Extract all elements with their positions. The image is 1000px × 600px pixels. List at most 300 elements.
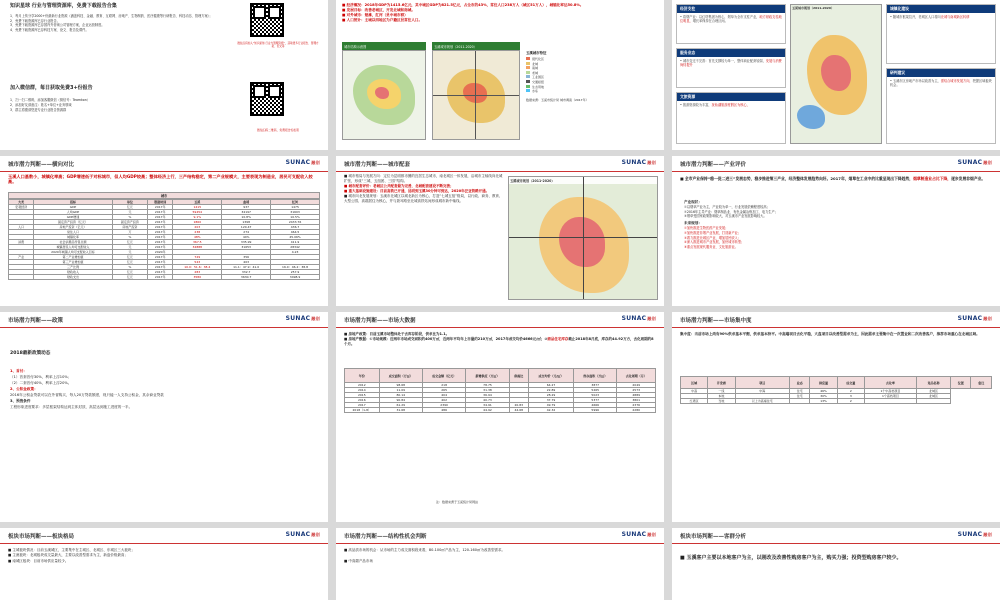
table-cell: 2012 — [345, 383, 380, 388]
table-cell: 亿元 — [112, 240, 147, 245]
table-cell: 36.94 — [466, 393, 509, 398]
slide-header — [0, 528, 328, 544]
table-header-cell: 指标 — [34, 200, 112, 205]
future-item: ①加快推进生物医药产业发展； — [684, 225, 729, 230]
panel-body: • 卷烟产业：以红塔集团为核心，烟草为全市支柱产业， — [680, 15, 760, 19]
wechat-item: 2、添加好友请备注：姓名+单位+业务领域 — [10, 102, 72, 107]
table-cell: 2017年 — [148, 225, 173, 230]
table-cell: 3580 — [173, 275, 222, 280]
table-header-cell: 备注 — [971, 377, 992, 389]
table-cell: 44.92 — [466, 408, 509, 413]
table-cell: 第二产业增加值 — [34, 255, 112, 260]
status-item: ③烟草受国家政策影响较大，对玉溪市产业发展影响较大。 — [684, 214, 767, 219]
table-cell: 265 — [422, 388, 465, 393]
table-cell: 2049 — [617, 383, 656, 388]
lead-text: ■ 全市产业保持“稳一促二进三”发展态势，稳步推进第三产业，经济整体发展趋势向好。2017年，烟草在工业中的比重呈现出下降趋势， — [680, 176, 914, 181]
table-cell: 以上为高端住宅 — [735, 399, 789, 404]
table-cell: 北城区 — [916, 394, 950, 399]
table-cell: 2015 — [345, 393, 380, 398]
table-cell: 2 — [837, 399, 864, 404]
slide-knowledge-planet — [0, 0, 328, 150]
table-cell — [916, 399, 950, 404]
table-cell: 10.0：51.6：38.4 — [173, 265, 222, 270]
concentration-table — [680, 376, 992, 404]
panel-body: • 玉溪市区房地产市场以改善为主， — [890, 79, 941, 83]
policy-section-title: 2、公积金政策： — [10, 387, 38, 391]
slide-horizontal-comparison — [0, 156, 328, 306]
slide-city-panels — [672, 0, 1000, 150]
table-cell: 2017年 — [148, 245, 173, 250]
table-cell: 2017年 — [148, 230, 173, 235]
legend-item-label: 工业园区 — [532, 75, 545, 80]
table-cell: 11.1：47.9：41.0 — [222, 265, 271, 270]
table-cell: 436.7 — [271, 225, 320, 230]
table-header-cell: 供应量 — [810, 377, 837, 389]
panel-body-tail: 增长率保持在合理区间。 — [692, 19, 728, 24]
future-item: ③着力推进北城区产业，增加居民收入； — [684, 235, 742, 240]
table-cell: 4889 — [617, 393, 656, 398]
table-row — [345, 408, 656, 413]
table-cell: 固定资产投资（亿元） — [34, 220, 112, 225]
sunac-logo — [286, 315, 320, 322]
slide-city-infrastructure — [336, 156, 664, 306]
table-header-row — [345, 369, 656, 383]
table-header-cell: 新增供应（万㎡） — [466, 369, 509, 383]
policy-item: 工程形象进度要求：多层框架结构达到主体封顶，高层达到施工进度的一半。 — [10, 405, 133, 409]
wechat-items — [10, 98, 230, 112]
table-header-cell: 去化率 — [864, 377, 916, 389]
sector-item: ■ 南城区板块：目前市场供应量较少。 — [8, 558, 69, 563]
table-cell: 住宅 — [789, 394, 809, 399]
table-cell: 34197 — [222, 210, 271, 215]
market-para-tail: 截止2018年8月底，库存约44.92万方，去化周期约8个月。 — [344, 337, 654, 347]
sunac-logo — [622, 159, 656, 166]
table-cell: 28.29 — [528, 393, 573, 398]
table-cell: 404 — [422, 393, 465, 398]
table-cell: 人口 — [9, 225, 34, 230]
slide2-caption: 数据来源：玉溪市统计局 城市调查（2017年） — [526, 97, 589, 102]
table-cell: 5265 — [574, 388, 617, 393]
table-cell: 31.38 — [466, 388, 509, 393]
status-title: 产业现状： — [684, 200, 702, 204]
table-cell: 367.5 — [173, 240, 222, 245]
table-cell — [864, 399, 916, 404]
opportunity-item: ■ 高品质市场的机会：从市场的主力成交面积段来看，80-100㎡产品为主，120-160㎡为改善型需求。 — [344, 548, 505, 552]
slide-market-data — [336, 312, 664, 522]
brand-name: SUNAC — [957, 159, 983, 166]
table-cell: 34.91 — [466, 403, 509, 408]
table-cell: 98.68 — [379, 383, 422, 388]
table-cell: 257.9 — [271, 270, 320, 275]
slide-header — [672, 156, 1000, 172]
brand-name: SUNAC — [285, 531, 311, 538]
table-cell: 亿元 — [112, 205, 147, 210]
slide-city-overview — [336, 0, 664, 150]
policy-item: （1）首套首付30%，利率上浮10%； — [10, 375, 72, 379]
slide-title: 城市潜力判断——城市配套 — [344, 162, 411, 168]
concentration-lead: 集中度：当前市场上尚有90%供求基本平衡，供求基本持平。中高端项目去化平稳，大盘项目以改善型需求为主，因此需求主要集中在一次置业和二次改善客户，推荐市场重心在北城区域。 — [680, 332, 980, 336]
market-table — [344, 368, 656, 413]
table-cell: 28342 — [271, 245, 320, 250]
panel-highlight: 北城与南城新区转移 — [940, 15, 970, 19]
legend-item — [526, 89, 658, 94]
slide1-item: 4、免费下载资源库已存科技方案、论文、报告及课件。 — [10, 27, 89, 32]
table-cell: 1415 — [173, 205, 222, 210]
table-caption: 城市 — [8, 192, 320, 199]
brand-name: SUNAC — [621, 159, 647, 166]
table-cell: 44.68 — [509, 408, 528, 413]
table-cell: 90.84 — [379, 398, 422, 403]
table-cell — [789, 399, 809, 404]
table-cell: 30% — [810, 394, 837, 399]
panel-title: 经济支柱 — [677, 5, 785, 13]
qr-code-icon — [250, 82, 284, 116]
map-a-label: 城市结构示意图 — [342, 42, 426, 50]
table-cell: 2017年 — [148, 210, 173, 215]
panel-body: • 随城市框架拉开，老城区人口将向 — [890, 15, 941, 19]
slide-header — [0, 312, 328, 328]
table-header-cell: 库存面积（万㎡） — [574, 369, 617, 383]
lead-tail: 逐步发展非烟产业。 — [951, 176, 986, 181]
table-cell: 元 — [112, 250, 147, 255]
table-cell: 464.5 — [271, 230, 320, 235]
market-para — [344, 337, 656, 347]
brand-name: SUNAC — [957, 531, 983, 538]
panel-highlight: 发展与消费尚待提升 — [680, 59, 782, 68]
table-cell: 356 — [222, 255, 271, 260]
table-cell: 332.7 — [222, 270, 271, 275]
legend-item-label: 水系 — [532, 89, 539, 94]
legend-item-label: 北城 — [532, 61, 539, 66]
table-cell: GDP增速 — [34, 215, 112, 220]
table-cell: 第三产业增加值 — [34, 260, 112, 265]
table-cell: 3498.9 — [271, 275, 320, 280]
sunac-logo — [286, 531, 320, 538]
table-cell: 44% — [222, 235, 271, 240]
panel-judgement — [886, 68, 996, 144]
map-title: 玉溪城市规划（2011-2020） — [792, 6, 834, 10]
table-cell: 9.1% — [173, 215, 222, 220]
brand-name: SUNAC — [957, 315, 983, 322]
table-cell: 2017年 — [148, 255, 173, 260]
panel-tourism — [676, 92, 786, 144]
table-cell: 北城区 — [916, 389, 950, 394]
sector-item: ■ 主城板块情况：目前玉溪城区，主要集中在主城区、北城区、东城区三大板块； — [8, 548, 135, 552]
table-cell: 729 — [173, 255, 222, 260]
table-cell: 42.32 — [528, 408, 573, 413]
table-cell: % — [112, 235, 147, 240]
table-cell: 住宅 — [789, 389, 809, 394]
qr-caption-b: 微信扫码二维码，免费报告轻松领 — [257, 128, 299, 132]
table-header-cell: 单位 — [112, 200, 147, 205]
table-cell: 2017年 — [148, 270, 173, 275]
slide-header — [336, 528, 664, 544]
slide-header — [672, 312, 1000, 328]
table-header-cell: 开发商 — [708, 377, 735, 389]
table-header-cell: 玉溪 — [173, 200, 222, 205]
city-plan-map — [432, 50, 520, 140]
slide-title: 城市潜力判断——产业评价 — [680, 162, 747, 168]
slide-market-concentration — [672, 312, 1000, 522]
table-cell: 31653 — [222, 245, 271, 250]
slide5-para: ■ 重大基础设施建设：目前高铁已开通，昆明到玉溪30分钟可到达，2020年泛亚铁路开通。 — [344, 189, 490, 193]
sunac-logo — [958, 315, 992, 322]
slide-header — [672, 528, 1000, 544]
table-header-cell: 供需比 — [509, 369, 528, 383]
table-header-cell: 曲靖 — [222, 200, 271, 205]
policy-item: （2）二套首付40%，利率上浮20%。 — [10, 381, 72, 385]
table-cell: 2017年 — [148, 215, 173, 220]
table-cell: 2390 — [422, 403, 465, 408]
slide-header — [336, 156, 664, 172]
legend-item-label: 交通枢纽 — [532, 79, 545, 84]
table-cell: 4.23 — [271, 250, 320, 255]
panel-urbanization — [886, 4, 996, 64]
slide2-line: ■ 发展目标：改善老城区，开发北城和南城。 — [342, 8, 415, 12]
table-cell: 亿元 — [112, 255, 147, 260]
panel-economy — [676, 4, 786, 44]
table-header-cell: 业态 — [789, 377, 809, 389]
table-cell: 40.73 — [466, 398, 509, 403]
table-cell: 2017年 — [148, 265, 173, 270]
table-cell: 274 — [222, 230, 271, 235]
table-cell: 当地 — [708, 399, 735, 404]
sunac-logo — [286, 159, 320, 166]
table-cell: 2017年 — [148, 275, 173, 280]
panel-title: 服务业态 — [677, 49, 785, 57]
policy-body — [10, 368, 318, 410]
qr-caption-a: 微信扫码加入“知识星球 行业与管理资源”，获取更多行业报告、管理方案、论文等 — [237, 42, 319, 49]
policy-subtitle: 2018最新政策动态 — [10, 351, 51, 356]
table-row — [681, 399, 992, 404]
table-row — [9, 275, 320, 280]
table-cell: 社会消费品零售总额 — [34, 240, 112, 245]
slide-header — [0, 156, 328, 172]
table-cell: 中海 — [735, 389, 789, 394]
market-para: ■ 房地产政策：目前玉溪市场整体处于去库存阶段，供求比为1.1。 — [344, 332, 450, 336]
panel-services — [676, 48, 786, 88]
table-cell: 三产比例 — [34, 265, 112, 270]
sunac-logo — [958, 531, 992, 538]
table-cell: 元 — [112, 245, 147, 250]
slide-lead: 玉溪人口基数小，城镇化率高；GDP增速低于对标城市，但人均GDP较高；整体经济上行，三产结构稳定，第二产业规模大，主要表现为制造业，居民可支配收入较高。 — [8, 174, 313, 185]
table-cell: 3801 — [617, 398, 656, 403]
table-cell: 1个高档项目 — [864, 394, 916, 399]
table-cell: 消费 — [9, 240, 34, 245]
panel-title: 文旅资源 — [677, 93, 785, 101]
slide-customer-analysis — [672, 528, 1000, 600]
table-header-cell: 去化周期（月） — [617, 369, 656, 383]
brand-cn: 融创 — [311, 316, 320, 321]
table-cell: % — [112, 265, 147, 270]
market-para-highlight: 商品住宅库存 — [547, 337, 569, 342]
table-cell: 4666 — [574, 403, 617, 408]
table-cell: 10.5% — [271, 215, 320, 220]
table-cell: 中高 — [681, 389, 708, 394]
future-item: ⑤重点发展现代服务业、文化旅游业。 — [684, 245, 738, 250]
table-header-cell: 红河 — [271, 200, 320, 205]
table-cell: 80.14 — [379, 393, 422, 398]
sunac-logo — [622, 531, 656, 538]
legend-item-label: 南城 — [532, 66, 539, 71]
table-cell: 2018（1-8） — [345, 408, 380, 413]
table-cell: 61.29 — [379, 403, 422, 408]
table-cell: 财政收入 — [34, 270, 112, 275]
slide2-line: ■ 经济概况：2018年GDP为1415.6亿元，其中城区GDP为821.5亿元，占全市的43%，常住人口238万人（城区51万人），城镇化率达50.8%。 — [342, 3, 584, 7]
slide1-items — [10, 14, 230, 32]
comparison-table-wrap — [8, 192, 320, 280]
table-cell: GDP — [34, 205, 112, 210]
table-cell: 120.47 — [222, 225, 271, 230]
slide1-heading-suffix: 库，免费下载报告合集 — [66, 3, 117, 9]
slide-title: 市场潜力判断——市场集中度 — [680, 318, 752, 324]
panel-body: • 城市变迁不完善：首先支撑较为单一，整体商业配套较弱， — [680, 59, 766, 63]
slide1-item: 3、免费下载资源库已存国内外咨询公司管理方案，企业运营制度。 — [10, 23, 105, 28]
table-cell: 2376 — [617, 403, 656, 408]
slide5-para: ■ 城市格局与发展方向：定位为昆明都市圈的宜居生态城市，南北城区一体发展，沿城市主轴线向北城扩张，形成“三城、五组团、三园”结构。 — [344, 174, 503, 183]
table-header-cell: 区域 — [681, 377, 708, 389]
slide1-item: 2、免费下载资源库已存行业报告。 — [10, 18, 60, 23]
slide-title: 板块市场判断——板块格局 — [8, 534, 75, 540]
opportunity-items — [344, 548, 656, 565]
table-cell: 49.79 — [528, 403, 573, 408]
legend-panel — [526, 50, 658, 102]
slide-header — [336, 312, 664, 328]
brand-name: SUNAC — [285, 159, 311, 166]
table-cell: 本地 — [708, 394, 735, 399]
table-cell: 37.79 — [528, 398, 573, 403]
table-cell: 1475 — [271, 205, 320, 210]
sunac-logo — [622, 315, 656, 322]
table-cell: 亿元 — [112, 270, 147, 275]
lead-highlight: 烟草制造业占比下降， — [913, 176, 952, 181]
panel-body-tail: 把握区域板块机会。 — [890, 79, 992, 88]
slide2-line: ■ 人口统计：主城以西地区为户籍区县常住人口。 — [342, 18, 423, 22]
table-cell: 人均GDP — [34, 210, 112, 215]
table-cell: 78.75 — [466, 383, 509, 388]
wechat-item: 1、扫一扫二维码，添加客服微信（微信号：Teamkon） — [10, 98, 90, 102]
table-cell: 218 — [422, 383, 465, 388]
table-cell: 2016 — [345, 398, 380, 403]
sector-item: ■ 主流板块：北城板块成交量最大，主要以改善型需求为主，新盘价格最高； — [8, 553, 128, 558]
slide5-text — [344, 174, 504, 204]
slide5-para: ■ 城市向北发展规划：玉溪市北城区以城北新区为核心，打造“七城五组”格局，以行政、商务、教育、大型公园、高端居住为核心，并与聂耳路至北城高铁站间形成城市新中轴线。 — [344, 194, 503, 203]
brand-cn: 融创 — [983, 532, 992, 537]
table-cell: 2017年 — [148, 205, 173, 210]
qr-code-icon — [250, 3, 284, 37]
market-para-text: ■ 房地产数据：①市场规模：近两年市场成交面积约400万㎡，近两年平均年上市量约210万㎡，2017年成交均价4666元/㎡；② — [344, 337, 548, 342]
market-caption: 注：数据来源于玉溪统计局网站 — [436, 500, 479, 504]
table-cell: 402 — [422, 398, 465, 403]
table-cell: 238 — [173, 230, 222, 235]
comparison-table — [8, 199, 320, 280]
brand-cn: 融创 — [647, 160, 656, 165]
policy-item: 2016年公积金贷款可以在外省购买，每人20万贷款额度，现只能一人支持公积金，其余商业贷款 — [10, 393, 164, 397]
table-cell: 2573 — [617, 388, 656, 393]
policy-section-title: 1、首付： — [10, 369, 27, 373]
future-item: ④深入推进城市产业发展，加快城市转型； — [684, 240, 745, 245]
table-cell: 2017年 — [148, 220, 173, 225]
slide-policy — [0, 312, 328, 522]
future-item: ②加快推进非烟产业发展，打造新产业； — [684, 230, 742, 235]
table-cell: 红塔区 — [681, 399, 708, 404]
table-cell: 486 — [422, 408, 465, 413]
table-cell: 31.68 — [379, 408, 422, 413]
panel-body: • 旅游资源较为丰富， — [680, 103, 712, 107]
table-cell: 3 — [837, 394, 864, 399]
table-cell: 一线 — [708, 389, 735, 394]
future-title: 未来规划： — [684, 221, 702, 226]
table-header-cell: 成交面积（万㎡） — [379, 369, 422, 383]
table-cell: 16.0：46.2：38.8 — [271, 265, 320, 270]
table-cell: 2020年城镇人均可支配收入目标 — [34, 250, 112, 255]
table-cell: 亿元 — [112, 275, 147, 280]
table-cell: 2433.76 — [271, 220, 320, 225]
table-header-cell: 大类 — [9, 200, 34, 205]
brand-name: SUNAC — [621, 315, 647, 322]
legend-title: 玉溪城市特征 — [526, 51, 547, 55]
brand-name: SUNAC — [285, 315, 311, 322]
status-item: ②2016年主导产业：烟草制品业、有色金属冶炼加工、电力生产； — [684, 209, 778, 214]
opportunity-item: ■ 中高端产品市场 — [344, 559, 373, 564]
table-cell — [9, 275, 34, 280]
table-header-cell: 成交均价（元/㎡） — [528, 369, 573, 383]
table-cell: 203 — [173, 225, 222, 230]
table-cell: 2 — [837, 389, 864, 394]
table-cell: 5996 — [574, 408, 617, 413]
table-cell: 1398 — [222, 220, 271, 225]
panel-highlight: 抚仙湖旅游度假区为核心， — [711, 103, 750, 107]
sunac-logo — [958, 159, 992, 166]
table-cell: 产业 — [9, 255, 34, 260]
sector-items — [8, 548, 320, 564]
slide-title: 市场潜力判断——市场大数据 — [344, 318, 416, 324]
table-cell: 1个中高档项目 — [864, 389, 916, 394]
table-cell: 11.09 — [379, 388, 422, 393]
table-cell: 20.83 — [509, 403, 528, 408]
table-cell: 5023 — [574, 393, 617, 398]
panel-title: 城镇化建设 — [887, 5, 995, 13]
wechat-item: 3、群主将邀请您进专业行业报告资源群 — [10, 107, 67, 112]
wechat-heading: 加入微信群，每日获取免费3+份报告 — [10, 85, 93, 91]
map-b-label: 玉溪城市规划（2011-2020） — [432, 42, 520, 50]
table-cell: 543 — [173, 260, 222, 265]
table-cell: 335.99 — [222, 240, 271, 245]
map-title: 玉溪城市规划（2011-2020） — [509, 177, 657, 184]
table-cell: 937 — [222, 205, 271, 210]
table-cell: 5377 — [574, 398, 617, 403]
table-cell: 59454 — [173, 210, 222, 215]
brand-cn: 融创 — [311, 160, 320, 165]
brand-name: SUNAC — [621, 531, 647, 538]
table-header-cell: 成交金额（亿元） — [422, 369, 465, 383]
table-cell: 283 — [173, 270, 222, 275]
table-cell: 房地产投资（亿元） — [34, 225, 112, 230]
table-cell: 1860 — [173, 220, 222, 225]
table-cell: 固定资产投资 — [112, 220, 147, 225]
table-cell: 亿元 — [112, 260, 147, 265]
panel-title: 研判建议 — [887, 69, 995, 77]
slide5-para: ■ 城市配套评价：老城区公共配套最为完善，北城配套建设不断完善； — [344, 184, 454, 188]
table-header-cell: 年份 — [345, 369, 380, 383]
table-cell: 常住人口 — [34, 230, 112, 235]
policy-section-title: 3、预售条件 — [10, 399, 31, 403]
industry-status — [684, 200, 984, 250]
table-cell: 3877 — [574, 383, 617, 388]
brand-cn: 融创 — [983, 316, 992, 321]
market-lead — [344, 332, 656, 348]
table-cell: 45.06% — [271, 235, 320, 240]
